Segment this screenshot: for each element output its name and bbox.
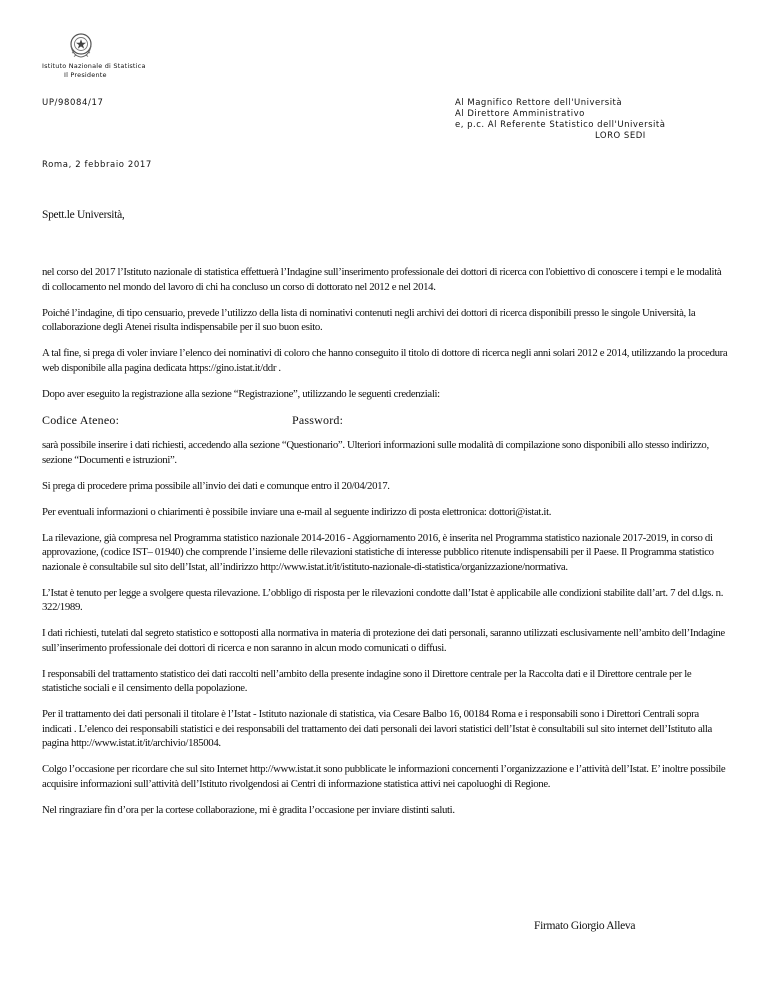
paragraph: Per eventuali informazioni o chiarimenti è possibile inviare una e-mail al seguente indirizzo di posta elettronica: dottori@istat.it. [42, 505, 552, 518]
paragraph: nel corso del 2017 l’Istituto nazionale di statistica effettuerà l’Indagine sull’inserimento professionale dei dottori di ricerca con l'obiettivo di conoscere i tempi e le modalità di collocamento nel mondo del lavoro di chi ha concluso un corso di dottorato nel 2012 e nel 2014. [42, 266, 722, 293]
credentials-row [42, 413, 728, 428]
paragraph: sarà possibile inserire i dati richiesti, accedendo alla sezione “Questionario”. Ulteriori informazioni sulle modalità di compilazione sono disponibili allo stesso indirizzo, sezione “Documenti e istruzioni”. [42, 439, 709, 466]
institute-role: Il Presidente [64, 71, 107, 79]
italian-republic-emblem-icon [66, 30, 96, 60]
letter-body [42, 265, 728, 829]
recipient-line: e, p.c. Al Referente Statistico dell'Università [455, 120, 666, 130]
code-label: Codice Ateneo: [42, 412, 120, 427]
paragraph: Si prega di procedere prima possibile all’invio dei dati e comunque entro il 20/04/2017. [42, 479, 390, 492]
paragraph: Nel ringraziare fin d’ora per la cortese collaborazione, mi è gradita l’occasione per inviare distinti saluti. [42, 803, 455, 816]
paragraph: La rilevazione, già compresa nel Programma statistico nazionale 2014-2016 - Aggiornamento 2016, è inserita nel Programma statistico nazionale 2017-2019, in corso di approvazione, (codice IST– 01940) che comprende l’insieme delle rilevazioni statistiche di interesse pubblico ritenute indispensabili per il Paese. Il Programma statistico nazionale è consultabile sul sito dell’Istat, all’indirizzo http://www.istat.it/it/istituto-nazionale-di-statistica/organizzazione/normativa. [42, 531, 714, 573]
paragraph: Poiché l’indagine, di tipo censuario, prevede l’utilizzo della lista di nominativi contenuti negli archivi dei dottori di ricerca disponibili presso le singole Università, la collaborazione degli Atenei risulta indispensabile per il suo buon esito. [42, 306, 696, 333]
signature: Firmato Giorgio Alleva [534, 920, 636, 932]
recipient-line: LORO SEDI [595, 131, 646, 141]
letter-date: Roma, 2 febbraio 2017 [42, 160, 152, 170]
paragraph: Colgo l’occasione per ricordare che sul sito Internet http://www.istat.it sono pubblicate le informazioni concernenti l’organizzazione e l’attività dell’Istat. E’ inoltre possibile acquisire informazioni sull’attività dell’Istituto rivolgendosi ai Centri di informazione statistica attivi nei capoluoghi di Regione. [42, 763, 726, 790]
recipient-line: Al Magnifico Rettore dell'Università [455, 98, 623, 108]
paragraph: Per il trattamento dei dati personali il titolare è l’Istat - Istituto nazionale di statistica, via Cesare Balbo 16, 00184 Roma e i responsabili sono i Direttori Centrali sopra indicati . L’elenco dei responsabili statistici e dei responsabili del trattamento dei dati personali dei lavori statistici dell’Istat è consultabili sul sito internet dell’Istituto alla pagina http://www.istat.it/it/archivio/185004. [42, 708, 713, 749]
paragraph: I responsabili del trattamento statistico dei dati raccolti nell’ambito della presente indagine sono il Direttore centrale per la Raccolta dati e il Direttore centrale per le statistiche sociali e il censimento della popolazione. [42, 667, 692, 694]
paragraph: L’Istat è tenuto per legge a svolgere questa rilevazione. L’obbligo di risposta per le rilevazioni condotte dall’Istat è applicabile alle condizioni stabilite dall’art. 7 del d.lgs. n. 322/1989. [42, 586, 724, 613]
salutation: Spett.le Università, [42, 209, 125, 221]
institute-name: Istituto Nazionale di Statistica [42, 62, 146, 70]
recipient-line: Al Direttore Amministrativo [455, 109, 585, 119]
paragraph: Dopo aver eseguito la registrazione alla sezione “Registrazione”, utilizzando le seguenti credenziali: [42, 387, 440, 400]
password-label: Password: [292, 412, 344, 427]
paragraph: I dati richiesti, tutelati dal segreto statistico e sottoposti alla normativa in materia di protezione dei dati personali, saranno utilizzati esclusivamente nell’ambito dell’Indagine sull’inserimento professionale dei dottori di ricerca e non saranno in alcun modo comunicati o diffusi. [42, 627, 725, 654]
protocol-number: UP/98084/17 [42, 98, 104, 108]
recipients-block [455, 98, 665, 142]
paragraph: A tal fine, si prega di voler inviare l’elenco dei nominativi di coloro che hanno conseguito il titolo di dottore di ricerca negli anni solari 2012 e 2014, utilizzando la procedura web disponibile alla pagina dedicata https://gino.istat.it/ddr . [42, 347, 728, 374]
